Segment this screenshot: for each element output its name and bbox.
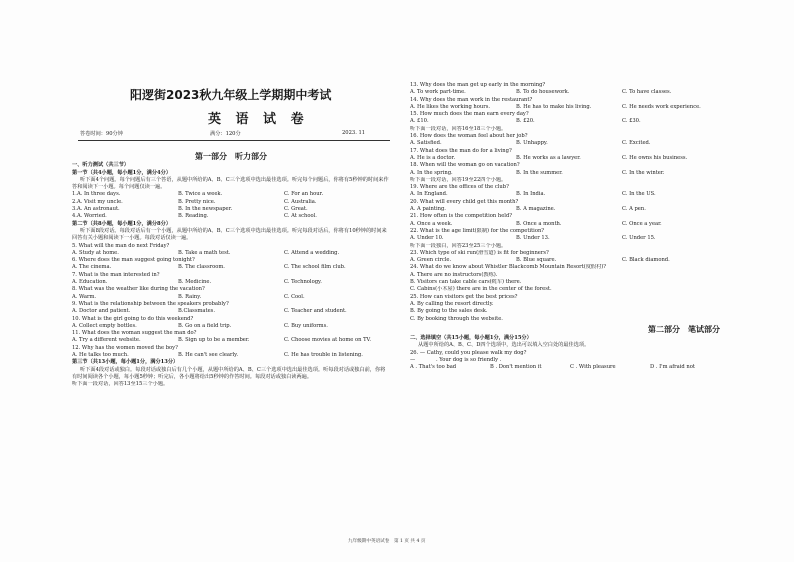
option-c: C. Black diamond. (622, 257, 670, 264)
question-stem: 9. What is the relationship between the speakers probably? (72, 300, 229, 307)
option-b: B. He can't see clearly. (178, 352, 239, 359)
question-stem: 8. What was the weather like during the vacation? (72, 286, 205, 293)
question-options (410, 257, 726, 264)
part1-title: 第一部分 听力部分 (195, 152, 267, 161)
question-options (410, 118, 726, 125)
option-c: C. In the US. (622, 191, 656, 198)
subsection2-instructions: 听下面8段对话。每段对话后有一个小题，从题中所给的A、B、C三个选项中选出最佳选项。听完每段对话后，你将有10秒钟的时间来回答有关小题和阅读下一小题。每段对话仅读一遍。 (72, 227, 387, 242)
question-options (410, 191, 726, 198)
option-b: B. In the summer. (516, 169, 563, 176)
option-b: B. Reading. (178, 213, 209, 220)
option-b: B. To do housework. (516, 89, 570, 96)
question-options (410, 170, 726, 177)
option-b: B.Classmates. (178, 308, 215, 315)
option-a: A. Once a week. (410, 220, 453, 227)
question-stem: 11. What does the woman suggest the man do? (72, 330, 197, 337)
exam-score: 满分：120分 (210, 131, 241, 137)
section2-instructions: 从题中所给的A、B、C、D四个选项中，选出可以填入空白处的最佳选项。 (418, 342, 590, 349)
option-a: A. Education. (72, 279, 108, 286)
option-c: C. Technology. (284, 279, 322, 286)
question-stem: 26. — Cathy, could you please walk my dog? (410, 349, 527, 356)
left-column (72, 150, 390, 389)
option-b: B. Go on a field trip. (178, 322, 232, 329)
option-b: B. By going to the sales desk. (410, 308, 488, 315)
subsection1-title: 第一节（共4小题，每小题1分，满分4分） (72, 169, 172, 176)
question-options (410, 221, 726, 228)
option-c: C. He owns his business. (622, 154, 688, 161)
option-a: A. Green circle. (410, 257, 452, 264)
option-b: B. In the newspaper. (178, 206, 233, 213)
question-options (410, 206, 726, 213)
exam-time: 答卷时间：90分钟 (80, 131, 123, 137)
question-options (410, 155, 726, 162)
question-stem: 7. What is the man interested in? (72, 271, 160, 278)
option-c: C. £30. (622, 118, 641, 125)
question-stem: 5. What will the man do next Friday? (72, 242, 170, 249)
option-c: C. Attend a wedding. (284, 249, 340, 256)
option-a: A. He talks too much. (72, 352, 129, 359)
option-c: C. To have classes. (622, 89, 672, 96)
option-b: B. He works as a lawyer. (516, 154, 581, 161)
option-c: C. Australia. (284, 198, 317, 205)
option-a: A. To work part-time. (410, 89, 466, 96)
option-b: B. Medicine. (178, 279, 212, 286)
exam-date: 2023. 11 (342, 130, 366, 136)
option-c: C. Great. (284, 206, 308, 213)
question-stem: 6. Where does the man suggest going tonight? (72, 257, 195, 264)
option-b: B. He has to make his living. (516, 103, 592, 110)
question-stem: 24. What do we know about Whistler Blackcomb Mountain Resort(度假村)? (410, 264, 607, 271)
option-a: A. He is a doctor. (410, 154, 456, 161)
option-a: A. Under 10. (410, 235, 444, 242)
right-column (410, 82, 726, 372)
option-c: C. The school film club. (284, 264, 346, 271)
section1-title: 一、听力测试（共三节） (72, 162, 130, 169)
header-divider (78, 140, 390, 141)
option-b: B. Rainy. (178, 293, 202, 300)
exam-subject: 英 语 试 卷 (208, 112, 309, 127)
question-options (72, 308, 390, 315)
subsection3-instructions: 听下面4段对话或独白。每段对话或独白后有几个小题，从题中所给的A、B、C三个选项中选出最佳选项。听每段对话或独白前，你将有时间阅读各个小题，每小题5秒钟；听完后，各小题将给出5秒钟的作答时间。每段对话或独白读两遍。 (72, 366, 386, 380)
option-b: B. Blue square. (516, 257, 557, 264)
option-c: C. Buy uniforms. (284, 322, 328, 329)
question-stem: 18. When will the woman go on vacation? (410, 162, 520, 169)
option-b: B. Sign up to be a member. (178, 337, 250, 344)
option-b: B . Don't mention it (490, 364, 542, 371)
question-options (72, 250, 390, 257)
page-footer: 九年级期中英语试卷 第 1 页 共 4 页 (348, 539, 426, 544)
question-stem: 21. How often is the competition held? (410, 213, 513, 220)
question-stem: 14. Why does the man work in the restaurant? (410, 96, 533, 103)
option-b: B. Take a math test. (178, 249, 231, 256)
option-c: C. In the winter. (622, 169, 665, 176)
question-stem: 22. What is the age limit(限制) for the competition? (410, 227, 545, 234)
option-a: A . That's too bad (410, 364, 457, 371)
option-b: B. Unhappy. (516, 140, 548, 147)
option-b: B. In India. (516, 191, 546, 198)
question-stem: 25. How can visitors get the best prices? (410, 293, 518, 300)
option-a: 3.A. An astronaut. (72, 206, 120, 213)
option-a: A. Doctor and patient. (72, 308, 131, 315)
option-c: C. Excited. (622, 140, 651, 147)
question-options (72, 294, 390, 301)
option-a: 1.A. In three days. (72, 191, 121, 198)
option-d: D . I'm afraid not (650, 364, 695, 371)
option-b: B. A magazine. (516, 206, 556, 213)
question-stem: 23. Which type of ski run(滑雪道) is fit for beginners? (410, 249, 549, 256)
option-a: A. Satisfied. (410, 140, 442, 147)
question-stem: 16. How does the woman feel about her job? (410, 133, 528, 140)
listening-prompt: 听下面一段独白，回答23至25三个小题。 (410, 242, 507, 249)
option-c: C. He needs work experience. (622, 103, 701, 110)
option-c: C. At school. (284, 213, 317, 220)
option-c: C . With pleasure (570, 364, 616, 371)
question-options (410, 89, 726, 96)
subsection1-instructions: 听下面4个问题。每个问题后有三个答语，从题中所给的A、B、C三个选项中选出最佳选项。听完每个问题后，你将有5秒钟的时间来作答和阅读下一小题。每个问题仅读一遍。 (72, 176, 389, 191)
option-c: C. By booking through the website. (410, 315, 503, 322)
option-c: C. Once a year. (622, 220, 662, 227)
option-a: A. The cinema. (72, 264, 112, 271)
option-a: A. He likes the working hours. (410, 103, 491, 110)
option-a: A. £10. (410, 118, 429, 125)
part2-title: 第二部分 笔试部分 (648, 324, 720, 334)
option-a: A. There are no instructors(教练). (410, 271, 498, 278)
option-a: A. Collect empty bottles. (72, 322, 137, 329)
section2-title: 二、选择填空（共15小题，每小题1分，满分15分） (410, 335, 532, 342)
option-c: C. Cabins(小木屋) there are in the center of the forest. (410, 286, 552, 293)
option-b: B. Pretty nice. (178, 198, 216, 205)
question-stem: 12. Why has the women moved the boy? (72, 344, 178, 351)
subsection3-title: 第三节（共13小题，每小题1分，满分13分） (72, 359, 179, 366)
question-options (410, 364, 726, 371)
question-row (72, 199, 390, 206)
option-a: A. A painting. (410, 206, 446, 213)
subsection2-title: 第二节（共8小题，每小题1分，满分8分） (72, 220, 172, 227)
question-options (72, 352, 390, 359)
question-row (72, 206, 390, 213)
listening-prompt: 听下面一段对话，回答13至15三个小题。 (72, 381, 169, 388)
option-a: A. Warm. (72, 293, 97, 300)
question-stem: 15. How much does the man earn every day? (410, 111, 529, 118)
option-b: B. Twice a week. (178, 191, 223, 198)
option-b: B. The classroom. (178, 264, 225, 271)
question-options (410, 104, 726, 111)
option-c: C. Under 15. (622, 235, 656, 242)
question-options (72, 264, 390, 271)
question-stem: 13. Why does the man get up early in the morning? (410, 82, 546, 88)
option-c: C. Teacher and student. (284, 308, 347, 315)
option-c: C. Cool. (284, 293, 305, 300)
option-a: A. Study at home. (72, 249, 119, 256)
option-c: C. A pen. (622, 206, 646, 213)
option-c: C. Choose movies at home on TV. (284, 337, 372, 344)
option-a: 2.A. Visit my uncle. (72, 198, 123, 205)
question-row (72, 191, 390, 198)
question-options (72, 337, 390, 344)
question-row (72, 213, 390, 220)
option-b: B. £20. (516, 118, 535, 125)
option-b: B. Once a month. (516, 220, 562, 227)
question-dialogue-reply: — . Your dog is so friendly . (410, 356, 502, 363)
question-options (72, 323, 390, 330)
exam-title: 阳逻街2023秋九年级上学期期中考试 (130, 88, 332, 102)
question-stem: 19. Where are the offices of the club? (410, 184, 509, 191)
option-b: B. Visitors can take cable cars(缆车) there. (410, 279, 522, 286)
option-c: C. He has trouble in listening. (284, 352, 363, 359)
option-a: A. Try a different website. (72, 337, 141, 344)
question-options (410, 235, 726, 242)
question-options (72, 279, 390, 286)
option-a: A. In England. (410, 191, 448, 198)
option-b: B. Under 13. (516, 235, 550, 242)
option-a: A. By calling the resort directly. (410, 300, 494, 307)
option-a: 4.A. Worried. (72, 213, 107, 220)
option-a: A. In the spring. (410, 169, 453, 176)
question-options (410, 140, 726, 147)
listening-prompt: 听下面一段对话，回答19至22四个小题。 (410, 176, 507, 183)
listening-prompt: 听下面一段对话，回答16至18三个小题。 (410, 125, 507, 132)
option-c: C. For an hour. (284, 191, 324, 198)
question-stem: 10. What is the girl going to do this weekend? (72, 315, 194, 322)
question-stem: 17. What does the man do for a living? (410, 147, 512, 154)
question-stem: 20. What will every child get this month? (410, 198, 519, 205)
